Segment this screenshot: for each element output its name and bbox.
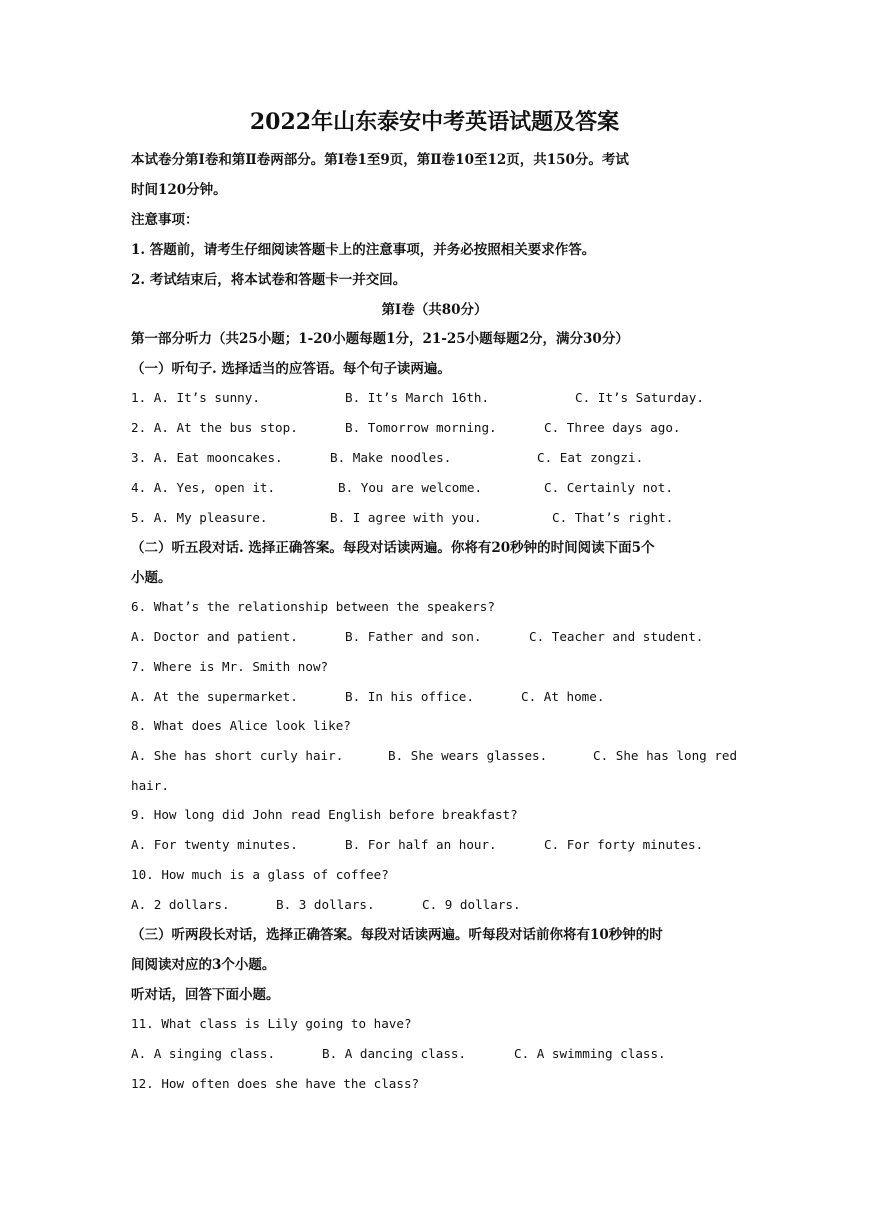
q6-stem: 6. What’s the relationship between the speakers?: [131, 599, 495, 614]
q6-option-a: A. Doctor and patient.: [131, 629, 298, 644]
volume-heading: 第Ⅰ卷（共80分）: [381, 302, 488, 318]
q6-option-c: C. Teacher and student.: [529, 629, 704, 644]
q8-option-b: B. She wears glasses.: [388, 748, 548, 763]
q3-option-c: C. Eat zongzi.: [537, 450, 644, 465]
q7-option-b: B. In his office.: [345, 689, 474, 704]
q6-option-b: B. Father and son.: [345, 629, 482, 644]
q3-option-a: 3. A. Eat mooncakes.: [131, 450, 283, 465]
q4-option-a: 4. A. Yes, open it.: [131, 480, 276, 495]
q5-option-b: B. I agree with you.: [330, 510, 482, 525]
q8-option-a: A. She has short curly hair.: [131, 748, 344, 763]
q11-stem: 11. What class is Lily going to have?: [131, 1016, 412, 1031]
q9-option-b: B. For half an hour.: [345, 837, 497, 852]
page-title: 2022年山东泰安中考英语试题及答案: [249, 109, 620, 135]
q7-stem: 7. Where is Mr. Smith now?: [131, 659, 329, 674]
section3-heading-line-1: （三）听两段长对话，选择正确答案。每段对话读两遍。听每段对话前你将有10秒钟的时: [131, 927, 663, 943]
q12-stem: 12. How often does she have the class?: [131, 1076, 420, 1091]
intro-line-2: 时间120分钟。: [131, 182, 227, 198]
q8-stem: 8. What does Alice look like?: [131, 718, 351, 733]
q1-option-c: C. It’s Saturday.: [575, 390, 704, 405]
q9-option-c: C. For forty minutes.: [544, 837, 704, 852]
q8-option-c-wrap: hair.: [131, 778, 169, 793]
part1-heading: 第一部分听力（共25小题；1-20小题每题1分，21-25小题每题2分，满分30分）: [131, 331, 629, 347]
section3-heading-line-2: 间阅读对应的3个小题。: [131, 957, 276, 973]
q9-option-a: A. For twenty minutes.: [131, 837, 298, 852]
q2-option-b: B. Tomorrow morning.: [345, 420, 497, 435]
q1-option-b: B. It’s March 16th.: [345, 390, 490, 405]
notice-item-1: 1. 答题前，请考生仔细阅读答题卡上的注意事项，并务必按照相关要求作答。: [131, 242, 596, 258]
q11-option-c: C. A swimming class.: [514, 1046, 666, 1061]
q9-stem: 9. How long did John read English before breakfast?: [131, 807, 518, 822]
q2-option-a: 2. A. At the bus stop.: [131, 420, 298, 435]
section2-heading-line-1: （二）听五段对话. 选择正确答案。每段对话读两遍。你将有20秒钟的时间阅读下面5个: [131, 540, 655, 556]
notice-heading: 注意事项：: [131, 212, 199, 228]
q2-option-c: C. Three days ago.: [544, 420, 681, 435]
q10-option-b: B. 3 dollars.: [276, 897, 375, 912]
q1-option-a: 1. A. It’s sunny.: [131, 390, 260, 405]
q10-stem: 10. How much is a glass of coffee?: [131, 867, 389, 882]
listen-heading: 听对话，回答下面小题。: [131, 987, 280, 1003]
notice-item-2: 2. 考试结束后，将本试卷和答题卡一并交回。: [131, 272, 407, 288]
q5-option-a: 5. A. My pleasure.: [131, 510, 268, 525]
q4-option-b: B. You are welcome.: [338, 480, 483, 495]
q11-option-a: A. A singing class.: [131, 1046, 276, 1061]
q11-option-b: B. A dancing class.: [322, 1046, 467, 1061]
q10-option-a: A. 2 dollars.: [131, 897, 230, 912]
q7-option-c: C. At home.: [521, 689, 605, 704]
q7-option-a: A. At the supermarket.: [131, 689, 298, 704]
q5-option-c: C. That’s right.: [552, 510, 674, 525]
intro-line-1: 本试卷分第Ⅰ卷和第Ⅱ卷两部分。第Ⅰ卷1至9页，第Ⅱ卷10至12页，共150分。考试: [131, 152, 629, 168]
q3-option-b: B. Make noodles.: [330, 450, 452, 465]
q10-option-c: C. 9 dollars.: [422, 897, 521, 912]
section2-heading-line-2: 小题。: [131, 570, 172, 586]
q8-option-c: C. She has long red: [593, 748, 738, 763]
q4-option-c: C. Certainly not.: [544, 480, 673, 495]
section1-heading: （一）听句子. 选择适当的应答语。每个句子读两遍。: [131, 361, 451, 377]
